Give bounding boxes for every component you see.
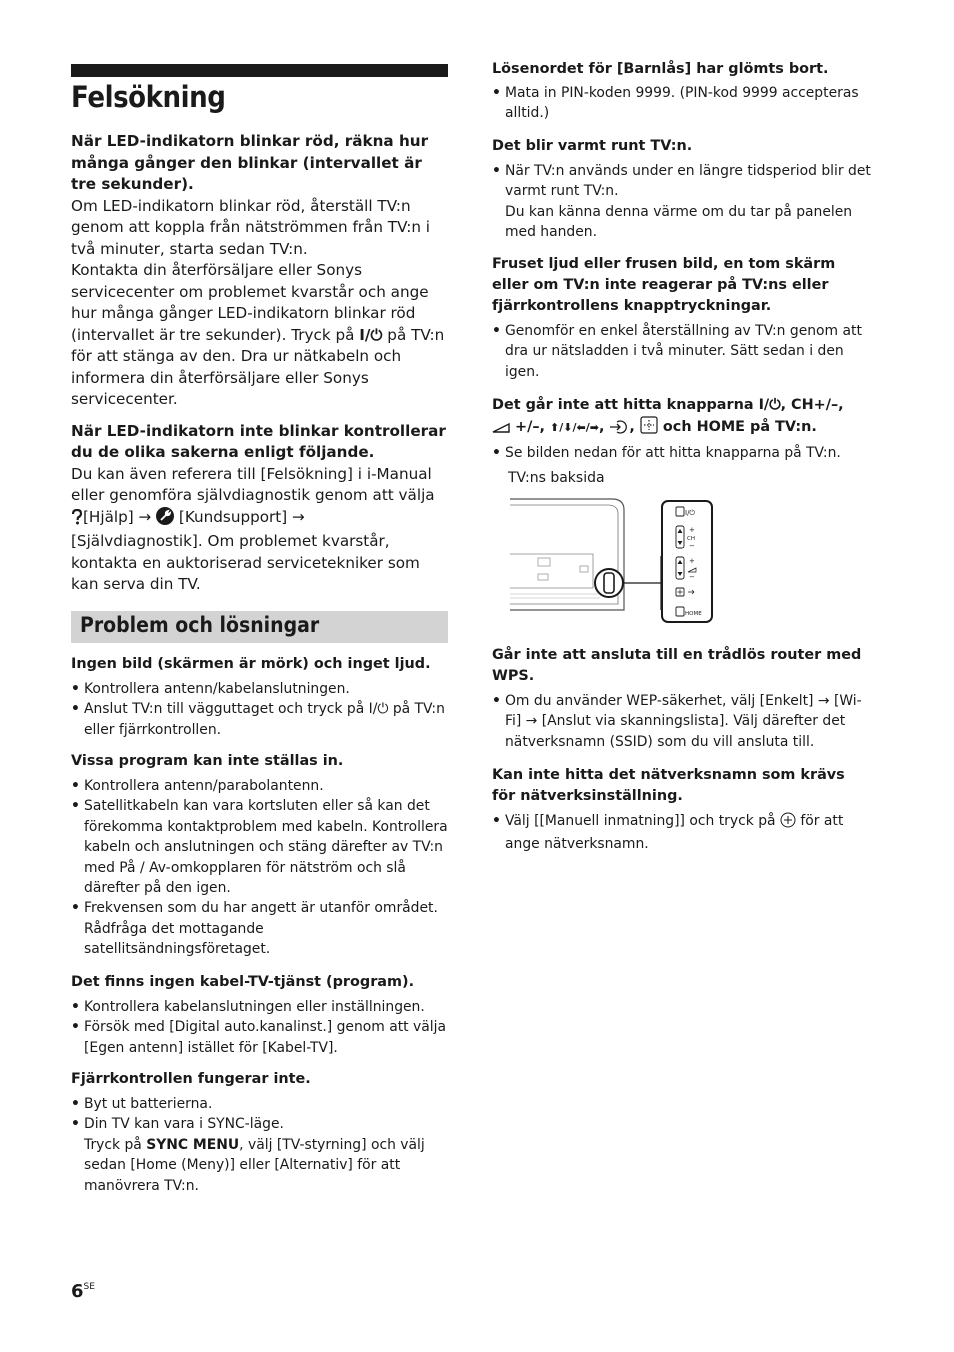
list-item: • Försök med [Digital auto.kanalinst.] genom att välja [Egen antenn] istället för [Kabel-TV]. — [71, 1017, 449, 1058]
sync-menu-key: SYNC MENU — [146, 1136, 240, 1153]
problem-heading: Fjärrkontrollen fungerar inte. — [71, 1071, 311, 1087]
intro-block — [71, 131, 449, 596]
intro-lead-2: När LED-indikatorn inte blinkar kontrollerar du de olika sakerna enligt följande. — [71, 421, 446, 461]
intro-para-2 — [71, 260, 449, 411]
problem-heading: Fruset ljud eller frusen bild, en tom skärm eller om TV:n inte reagerar på TV:ns eller fjärrkontrollens knapptryckningar. — [492, 256, 836, 314]
list-item — [492, 161, 872, 243]
list-item: • Satellitkabeln kan vara kortsluten eller så kan det förekomma kontaktproblem med kabeln. Kontrollera kabeln och anslutningen och stäng därefter av TV:n med På / Av-omkopplaren för nätström och slå därefter på den igen. — [71, 796, 449, 898]
page-title: Felsökning — [71, 80, 226, 114]
problem-heading: Vissa program kan inte ställas in. — [71, 753, 344, 769]
problem-wps — [492, 645, 872, 752]
problem-heading: Det finns ingen kabel-TV-tjänst (program). — [71, 974, 415, 990]
problem-buttons — [492, 395, 872, 463]
problem-cable-tv — [71, 972, 449, 1058]
intro-para-1: Om LED-indikatorn blinkar röd, återställ TV:n genom att koppla från nätströmmen från TV:n i två minuter, starta sedan TV:n. — [71, 196, 431, 258]
diagram-vol-minus-label: − — [689, 573, 695, 581]
problem-frozen — [492, 254, 864, 382]
section-heading: Problem och lösningar — [80, 613, 320, 637]
list-item: • Mata in PIN-koden 9999. (PIN-kod 9999 accepteras alltid.) — [492, 83, 872, 124]
list-item — [71, 1114, 449, 1196]
diagram-plus-label: + — [689, 526, 695, 534]
input-icon — [609, 420, 629, 441]
title-rule — [71, 64, 448, 77]
intro-para-2-a: Kontakta din återförsäljare eller Sonys servicecenter om problemet kvarstår och ange hur många gånger LED-indikatorn blinkar röd (intervallet är tre sekunder). Tryck på — [71, 261, 429, 344]
page-number — [71, 1281, 95, 1302]
buttons-heading-b: I/⏻, CH+/–, — [758, 397, 844, 413]
intro-para-3-b: [Självdiagnostik]. Om problemet kvarstår, kontakta en auktoriserad servicetekniker som kan serva din TV. — [71, 532, 420, 593]
intro-para-3 — [71, 464, 449, 596]
tv-back-diagram — [508, 496, 718, 630]
list-item: • Om du använder WEP-säkerhet, välj [Enkelt] → [Wi-Fi] → [Anslut via skanningslista]. Välj därefter det nätverksnamn (SSID) som du vill ansluta till. — [492, 691, 872, 752]
list-item: • Anslut TV:n till vägguttaget och tryck på I/⏻ på TV:n eller fjärrkontrollen. — [71, 699, 449, 740]
list-item: • Genomför en enkel återställning av TV:n genom att dra ur nätsladden i två minuter. Sätt sedan i den igen. — [492, 321, 864, 382]
intro-para-3-a: Du kan även referera till [Felsökning] i i-Manual eller genomföra självdiagnostik genom att välja — [71, 464, 435, 504]
arrow-icon-2: → — [291, 507, 305, 526]
problem-heading: Ingen bild (skärmen är mörk) och inget ljud. — [71, 656, 431, 672]
power-glyph: I/⏻ — [359, 325, 383, 344]
heat-b: Du kan känna denna värme om du tar på panelen med handen. — [505, 203, 853, 241]
sync-pre: Tryck på — [84, 1136, 147, 1153]
enter-circle-icon — [780, 812, 796, 834]
page-number-value: 6 — [71, 1281, 84, 1302]
problem-remote — [71, 1069, 449, 1196]
list-item: • Se bilden nedan för att hitta knapparna på TV:n. — [492, 443, 872, 463]
buttons-heading-a: Det går inte att hitta knapparna — [492, 397, 759, 413]
wrench-support-icon — [156, 507, 174, 532]
problem-heading: Det går inte att hitta knapparna I/⏻, CH+/–, +/–, ⬆/⬇/⬅/➡, , och HOME på TV:n. — [492, 395, 872, 441]
list-item: • Frekvensen som du har angett är utanför området. Rådfråga det mottagande satellitsändningsföretaget. — [71, 898, 449, 959]
sync-post: , välj [TV-styrning] och välj sedan [Home (Meny)] eller [Alternativ] för att manövrera TV:n. — [84, 1136, 425, 1194]
diagram-caption: TV:ns baksida — [508, 470, 605, 486]
diagram-home-label: HOME — [685, 611, 702, 617]
list-item: • Kontrollera antenn/kabelanslutningen. — [71, 679, 449, 699]
diagram-minus-label: − — [689, 542, 695, 550]
help-label: [Hjälp] — [83, 507, 134, 526]
heat-a: • När TV:n används under en längre tidsperiod blir det varmt runt TV:n. — [505, 163, 871, 200]
network-item-b: för att ange nätverksnamn. — [505, 813, 844, 853]
section-heading-band — [71, 611, 448, 643]
problem-heading: Det blir varmt runt TV:n. — [492, 138, 693, 154]
buttons-heading-c: +/–, — [515, 419, 551, 435]
list-item — [492, 811, 872, 855]
list-item: • Kontrollera antenn/parabolantenn. — [71, 776, 449, 796]
page-suffix: SE — [83, 1282, 95, 1292]
diagram-ch-label: CH — [687, 536, 695, 542]
intro-para-2-b: på TV:n för att stänga av den. Dra ur nätkabeln och informera din återförsäljare eller Sonys servicecenter. — [71, 325, 445, 408]
home-grid-icon — [640, 416, 658, 441]
problem-heading: Lösenordet för [Barnlås] har glömts bort. — [492, 61, 829, 77]
network-item-a: Välj [[Manuell inmatning]] och tryck på — [505, 813, 780, 829]
diagram-power-label: I/⏻ — [685, 509, 695, 517]
sync-line: • Din TV kan vara i SYNC-läge. — [84, 1116, 284, 1133]
problem-no-picture — [71, 654, 449, 740]
help-question-icon — [71, 509, 83, 532]
buttons-heading-e: och HOME på TV:n. — [657, 419, 817, 435]
problem-heat — [492, 136, 872, 243]
intro-lead-1: När LED-indikatorn blinkar röd, räkna hur många gånger den blinkar (intervallet är tre sekunder). — [71, 132, 429, 193]
list-item: • Byt ut batterierna. — [71, 1094, 449, 1114]
problem-parental-lock — [492, 59, 872, 124]
problem-heading: Går inte att ansluta till en trådlös router med WPS. — [492, 647, 862, 684]
volume-icon — [492, 420, 510, 441]
diagram-vol-plus-label: + — [689, 557, 695, 565]
support-label: [Kundsupport] — [178, 507, 288, 526]
arrow-keys-glyph: ⬆/⬇/⬅/➡ — [550, 421, 599, 434]
problem-heading: Kan inte hitta det nätverksnamn som krävs för nätverksinställning. — [492, 767, 845, 804]
arrow-icon: → — [138, 507, 152, 526]
problem-channels — [71, 751, 449, 960]
list-item: • Kontrollera kabelanslutningen eller inställningen. — [71, 997, 449, 1017]
problem-network-name — [492, 765, 872, 855]
